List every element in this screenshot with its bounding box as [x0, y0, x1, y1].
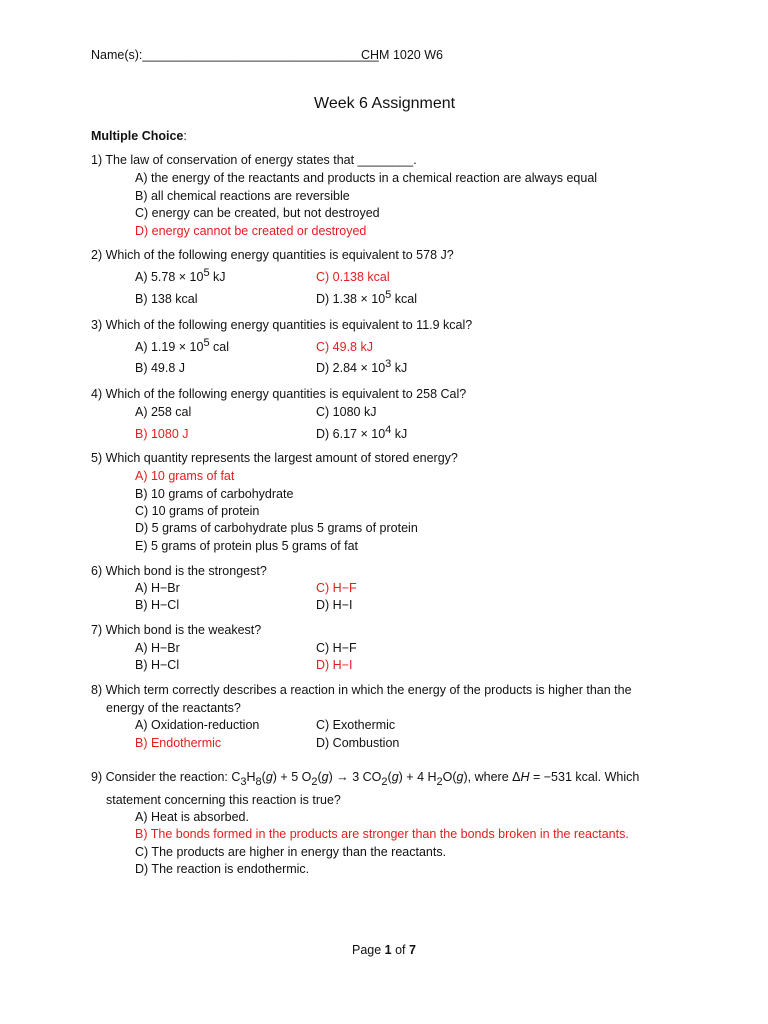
question-8-stem-line2: energy of the reactants?: [106, 701, 241, 715]
question-2-option-c-answer: C) 0.138 kcal: [316, 270, 390, 284]
question-7-option-c: C) H−F: [316, 641, 357, 655]
question-8-option-d: D) Combustion: [316, 736, 400, 750]
question-8-option-c: C) Exothermic: [316, 718, 396, 732]
question-3-stem: 3) Which of the following energy quantities is equivalent to 11.9 kcal?: [91, 318, 473, 332]
question-4-option-a: A) 258 cal: [135, 405, 192, 419]
question-9-option-d: D) The reaction is endothermic.: [135, 862, 310, 876]
page-indicator: Page 1 of 7: [352, 943, 416, 957]
question-5-option-c: C) 10 grams of protein: [135, 504, 260, 518]
question-1-option-c: C) energy can be created, but not destroyed: [135, 206, 380, 220]
question-1-option-a: A) the energy of the reactants and products in a chemical reaction are always equal: [135, 171, 598, 185]
page-title: Week 6 Assignment: [314, 95, 456, 112]
question-5-stem: 5) Which quantity represents the largest amount of stored energy?: [91, 451, 458, 465]
question-5-option-a-answer: A) 10 grams of fat: [135, 469, 235, 483]
question-1-option-b: B) all chemical reactions are reversible: [135, 189, 350, 203]
question-8-stem-line1: 8) Which term correctly describes a reaction in which the energy of the products is higher than the: [91, 683, 632, 697]
question-2-option-a: A) 5.78 × 105 kJ: [135, 267, 226, 284]
question-2-option-d: D) 1.38 × 105 kcal: [316, 289, 417, 306]
question-5-option-d: D) 5 grams of carbohydrate plus 5 grams of protein: [135, 521, 418, 535]
question-3-option-d: D) 2.84 × 103 kJ: [316, 358, 408, 375]
header-course: CHM 1020 W6: [361, 48, 443, 62]
question-1-stem: 1) The law of conservation of energy states that ________.: [91, 153, 417, 167]
question-6-option-c-answer: C) H−F: [316, 581, 357, 595]
question-6-option-d: D) H−I: [316, 598, 353, 612]
question-2-stem: 2) Which of the following energy quantities is equivalent to 578 J?: [91, 248, 454, 262]
question-7-option-b: B) H−Cl: [135, 658, 180, 672]
question-9-stem-line2: statement concerning this reaction is true?: [106, 793, 341, 807]
question-6-stem: 6) Which bond is the strongest?: [91, 564, 267, 578]
question-7-stem: 7) Which bond is the weakest?: [91, 623, 262, 637]
question-6-option-b: B) H−Cl: [135, 598, 180, 612]
question-3-option-a: A) 1.19 × 105 cal: [135, 337, 230, 354]
question-1-option-d-answer: D) energy cannot be created or destroyed: [135, 224, 367, 238]
question-3-option-c-answer: C) 49.8 kJ: [316, 340, 373, 354]
section-heading: [91, 129, 187, 143]
question-9-option-b-answer: B) The bonds formed in the products are stronger than the bonds broken in the reactants.: [135, 827, 629, 841]
question-7-option-a: A) H−Br: [135, 641, 180, 655]
question-5-option-e: E) 5 grams of protein plus 5 grams of fat: [135, 539, 359, 553]
header-name-field: Name(s):__________________________________: [91, 48, 379, 62]
question-9-option-c: C) The products are higher in energy than the reactants.: [135, 845, 447, 859]
question-2-option-b: B) 138 kcal: [135, 292, 198, 306]
section-label: Multiple Choice: [91, 129, 184, 143]
question-4-option-c: C) 1080 kJ: [316, 405, 377, 419]
question-8-option-a: A) Oxidation-reduction: [135, 718, 260, 732]
question-8-option-b-answer: B) Endothermic: [135, 736, 222, 750]
question-5-option-b: B) 10 grams of carbohydrate: [135, 487, 294, 501]
section-colon: :: [183, 129, 187, 143]
question-9-stem-line1: 9) Consider the reaction: C3H8(g) + 5 O2(g) → 3 CO2(g) + 4 H2O(g), where ΔH = −531 kcal. Which: [91, 770, 640, 788]
question-3-option-b: B) 49.8 J: [135, 361, 186, 375]
question-4-stem: 4) Which of the following energy quantities is equivalent to 258 Cal?: [91, 387, 467, 401]
question-7-option-d-answer: D) H−I: [316, 658, 353, 672]
question-9-option-a: A) Heat is absorbed.: [135, 810, 249, 824]
question-6-option-a: A) H−Br: [135, 581, 180, 595]
question-4-option-b-answer: B) 1080 J: [135, 427, 189, 441]
question-4-option-d: D) 6.17 × 104 kJ: [316, 424, 408, 441]
